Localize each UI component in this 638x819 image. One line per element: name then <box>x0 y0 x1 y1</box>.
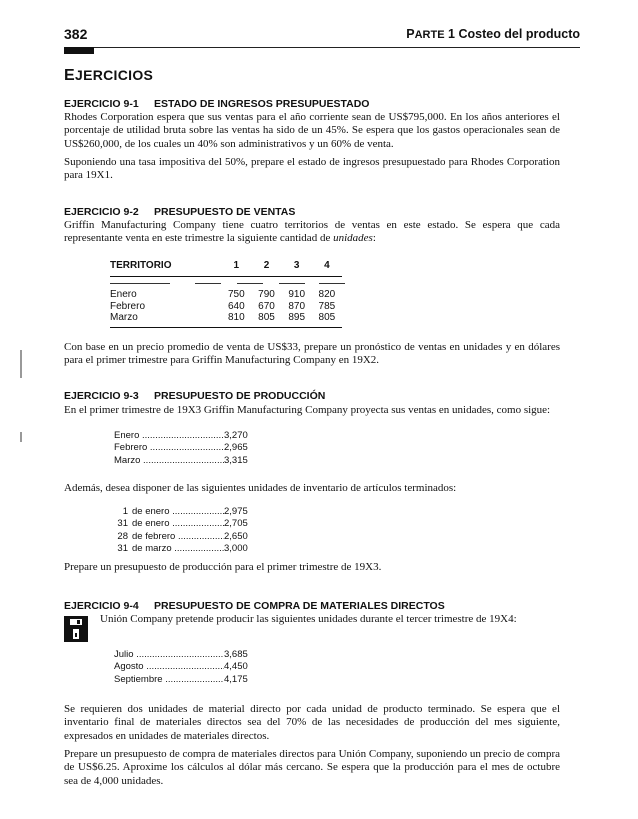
table-header: 3 <box>293 260 300 271</box>
column-rule <box>319 283 345 284</box>
margin-mark <box>20 350 22 378</box>
part-rest: 1 Costeo del producto <box>444 27 580 41</box>
paragraph: Además, desea disponer de las siguientes unidades de inventario de artículos terminados: <box>64 482 457 494</box>
list-day: 1 <box>122 506 128 517</box>
table-column-rules <box>110 283 342 285</box>
paragraph-text: Griffin Manufacturing Company tiene cuatro territorios de ventas en este estado. Se espera que cada representante venta en este trimestre la siguiente cantidad de <box>64 219 560 245</box>
table-cell: Enero <box>110 289 137 300</box>
table-cell: Marzo <box>110 312 138 323</box>
exercise-title: ESTADO DE INGRESOS PRESUPUESTADO <box>154 98 370 110</box>
section-first-letter: E <box>64 67 75 84</box>
table-row <box>110 312 342 324</box>
list-label: de marzo ..... <box>132 543 224 555</box>
column-rule <box>279 283 305 284</box>
list-label: Agosto ..... <box>114 661 224 673</box>
list-value: 2,705 <box>224 518 248 530</box>
table-cell: 785 <box>318 300 336 312</box>
list-item <box>114 649 264 661</box>
exercise-number: EJERCICIO 9-3 <box>64 390 139 402</box>
header-block <box>64 47 94 54</box>
paragraph-text: : <box>372 232 376 245</box>
table-header: TERRITORIO <box>110 260 172 271</box>
part-title <box>406 27 580 41</box>
list-label: Febrero ..... <box>114 442 224 454</box>
table-cell: 805 <box>258 312 275 323</box>
column-rule <box>237 283 263 284</box>
exercise-heading <box>64 600 445 612</box>
list-value: 3,685 <box>224 649 248 660</box>
column-rule <box>195 283 221 284</box>
list-item <box>114 442 264 454</box>
list-value: 2,965 <box>224 442 248 454</box>
list-item <box>114 674 264 686</box>
table-cell: 895 <box>288 312 306 323</box>
table-header: 1 <box>233 260 240 271</box>
table-footer-rule <box>110 327 342 328</box>
table-cell: 810 <box>227 312 245 323</box>
paragraph: Unión Company pretende producir las siguientes unidades durante el tercer trimestre de 19X4: <box>100 613 517 625</box>
table-cell: 750 <box>227 289 245 300</box>
section-title <box>64 67 153 85</box>
exercise-number: EJERCICIO 9-1 <box>64 98 139 110</box>
table-header-row <box>110 260 342 277</box>
list-item <box>114 661 264 673</box>
part-small: ARTE <box>414 29 445 41</box>
list-item <box>114 518 248 530</box>
list-value: 3,315 <box>224 454 248 466</box>
paragraph: Suponiendo una tasa impositiva del 50%, prepare el estado de ingresos presupuestado para Rhodes Corporation para 19X1. <box>64 156 560 182</box>
exercise-title: PRESUPUESTO DE COMPRA DE MATERIALES DIRECTOS <box>154 600 445 612</box>
list-day: 31 <box>117 518 128 530</box>
page-number: 382 <box>64 26 88 42</box>
table-cell: 670 <box>258 300 275 312</box>
exercise-number: EJERCICIO 9-2 <box>64 206 139 218</box>
table-row <box>110 301 342 313</box>
territory-table <box>110 260 342 324</box>
paragraph: Prepare un presupuesto de compra de materiales directos para Unión Company, suponiendo un precio de compra de US$6.25. Aproxime los cálculos al dólar más cercano. Se espera que la producción para el mes de octubre sea de 4,000 unidades. <box>64 748 560 787</box>
list-day: 31 <box>117 542 128 554</box>
running-header <box>64 26 580 48</box>
list-label: Marzo ..... <box>114 455 224 467</box>
list-label: de enero ..... <box>132 506 224 518</box>
exercise-number: EJERCICIO 9-4 <box>64 600 139 612</box>
list-value: 3,270 <box>224 430 248 441</box>
paragraph: Con base en un precio promedio de venta de US$33, prepare un pronóstico de ventas en unidades y en dólares para el primer trimestre para Griffin Manufacturing Company en 19X2. <box>64 341 560 367</box>
inventory-list <box>114 506 248 555</box>
table-cell: 640 <box>227 300 245 312</box>
table-cell: 870 <box>288 300 306 312</box>
table-cell: 820 <box>318 289 336 300</box>
list-label: de enero ..... <box>132 518 224 530</box>
column-rule <box>110 283 170 284</box>
list-value: 4,450 <box>224 661 248 673</box>
table-cell: Febrero <box>110 300 146 312</box>
production-list <box>114 649 264 686</box>
exercise-heading <box>64 206 295 218</box>
paragraph: Prepare un presupuesto de producción para el primer trimestre de 19X3. <box>64 561 382 573</box>
table-row <box>110 289 342 301</box>
table-cell: 790 <box>258 289 275 300</box>
section-rest: JERCICIOS <box>74 67 154 83</box>
paragraph: En el primer trimestre de 19X3 Griffin Manufacturing Company proyecta sus ventas en unidades, como sigue: <box>64 404 551 416</box>
list-value: 2,975 <box>224 506 248 517</box>
table-header-rule <box>110 276 342 277</box>
paragraph: Se requieren dos unidades de material directo por cada unidad de producto terminado. Se espera que el inventario final de materiales directos sea del 70% de las necesidades de producción del mes siguiente, expresados en unidades de materiales directos. <box>64 703 560 742</box>
margin-mark <box>20 432 22 442</box>
table-cell: 910 <box>288 289 306 300</box>
paragraph-emphasis: unidades <box>333 232 373 245</box>
exercise-heading <box>64 98 369 110</box>
sales-list <box>114 430 264 467</box>
list-label: Julio ..... <box>114 649 224 661</box>
list-value: 4,175 <box>224 673 248 685</box>
list-day: 28 <box>117 530 128 542</box>
exercise-title: PRESUPUESTO DE PRODUCCIÓN <box>154 390 326 402</box>
list-item <box>114 506 248 518</box>
part-prefix: P <box>406 27 415 41</box>
list-value: 2,650 <box>224 530 248 542</box>
floppy-disk-icon <box>64 616 88 642</box>
header-rule <box>64 47 580 48</box>
list-item <box>114 430 264 442</box>
table-header: 2 <box>263 260 270 271</box>
list-item <box>114 531 248 543</box>
list-value: 3,000 <box>224 542 248 554</box>
list-label: Septiembre ..... <box>114 674 224 686</box>
table-cell: 805 <box>318 312 336 323</box>
paragraph <box>64 219 560 246</box>
table-header: 4 <box>324 260 330 271</box>
paragraph: Rhodes Corporation espera que sus ventas para el año corriente sean de US$795,000. En los años anteriores el porcentaje de utilidad bruta sobre las ventas ha sido de un 45%. Se espera que los gastos operacionales sean de US$260,000, de los cuales un 40% son administrativos y un 60% de venta. <box>64 111 560 150</box>
list-item <box>114 543 248 555</box>
exercise-heading <box>64 390 325 402</box>
list-item <box>114 455 264 467</box>
list-label: Enero ..... <box>114 430 224 442</box>
list-label: de febrero ..... <box>132 531 224 543</box>
exercise-title: PRESUPUESTO DE VENTAS <box>154 206 296 218</box>
